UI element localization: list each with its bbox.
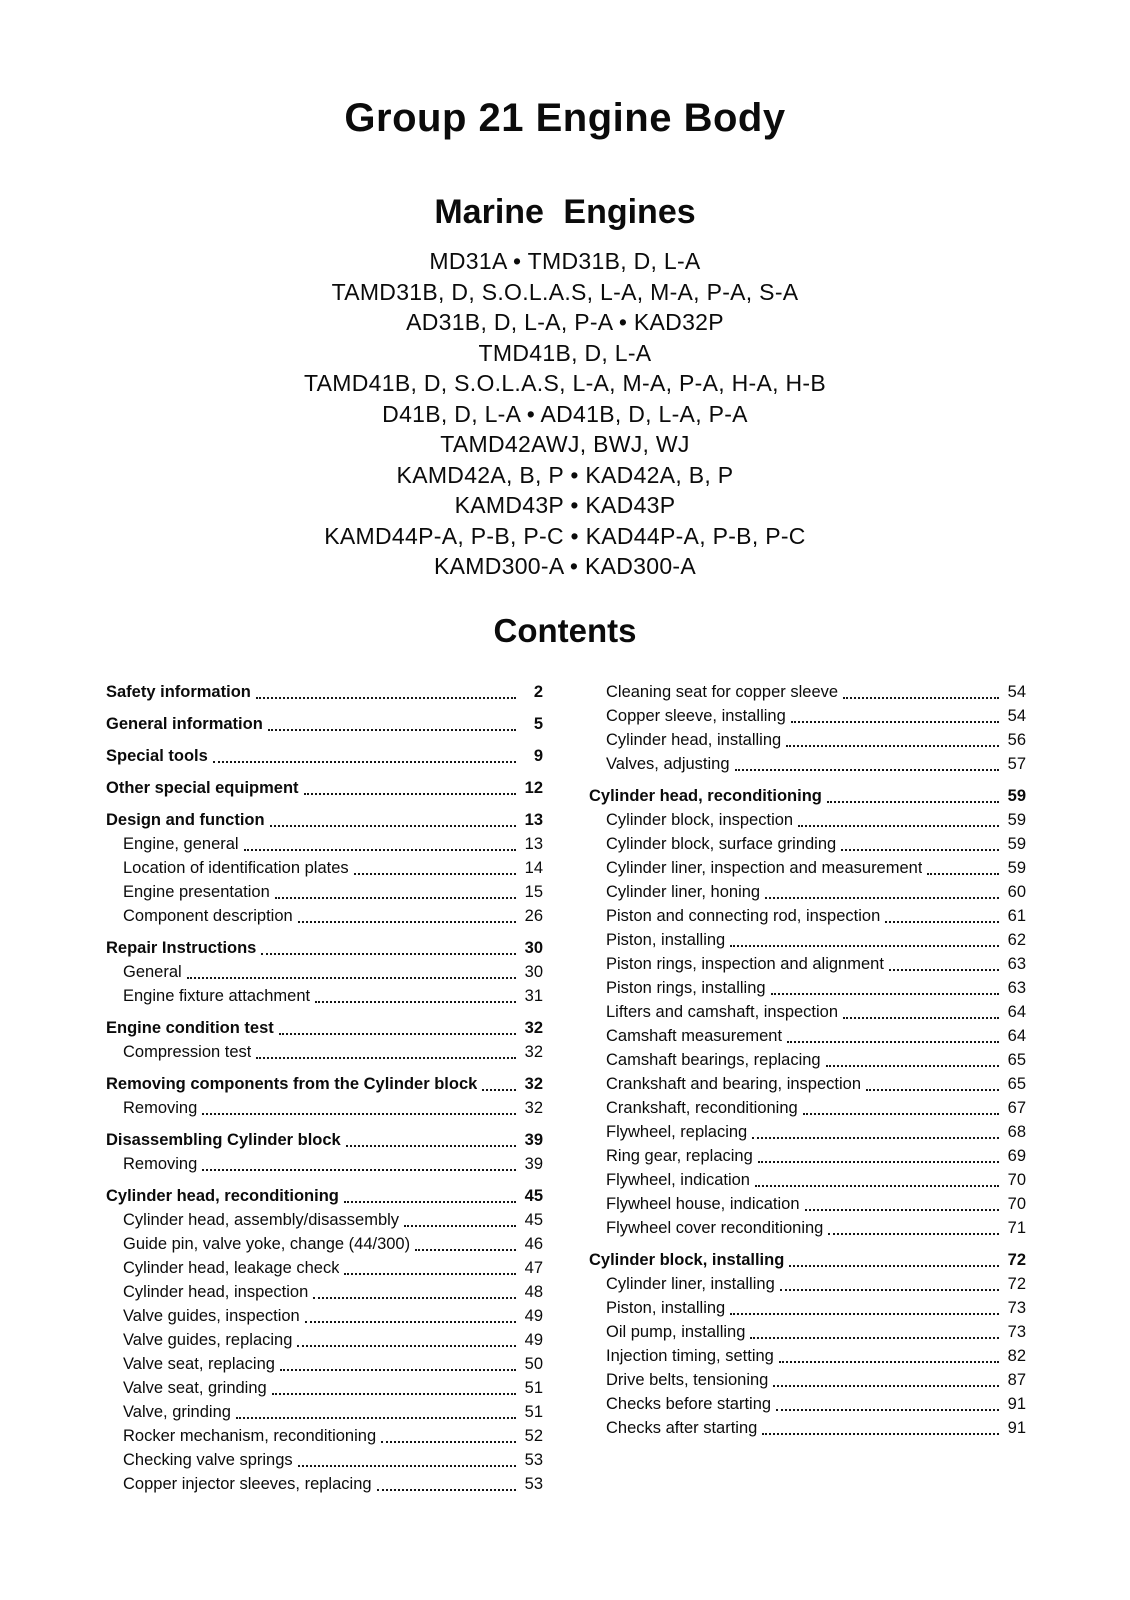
toc-row: [589, 1368, 1026, 1392]
toc-leader-dots: [344, 1273, 516, 1275]
toc-row: [106, 960, 543, 984]
toc-row: [589, 880, 1026, 904]
toc-row: [106, 856, 543, 880]
toc-leader-dots: [381, 1441, 516, 1443]
toc-row: [589, 1320, 1026, 1344]
toc-page-number: 60: [1007, 882, 1026, 901]
toc-leader-dots: [256, 1057, 516, 1059]
toc-row: [106, 1352, 543, 1376]
toc-entry-label: Checking valve springs: [123, 1450, 293, 1469]
toc-page-number: 70: [1007, 1170, 1026, 1189]
toc-left-column: [106, 680, 543, 1496]
toc-entry-label: Engine presentation: [123, 882, 270, 901]
toc-leader-dots: [354, 873, 516, 875]
toc-entry-label: Cylinder block, inspection: [606, 810, 794, 829]
toc-page-number: 70: [1007, 1194, 1026, 1213]
toc-row: [106, 1016, 543, 1040]
toc-leader-dots: [272, 1393, 516, 1395]
toc-entry-label: Rocker mechanism, reconditioning: [123, 1426, 377, 1445]
toc-row: [106, 1128, 543, 1152]
toc-row: [589, 1248, 1026, 1272]
toc-page-number: 39: [524, 1130, 543, 1149]
toc-leader-dots: [765, 897, 999, 899]
toc-entry-label: Valve seat, replacing: [123, 1354, 275, 1373]
toc-row: [589, 1120, 1026, 1144]
toc-leader-dots: [798, 825, 999, 827]
toc-leader-dots: [805, 1209, 999, 1211]
toc-leader-dots: [752, 1137, 999, 1139]
toc-page-number: 9: [533, 746, 543, 765]
toc-leader-dots: [202, 1169, 516, 1171]
toc-page-number: 53: [524, 1450, 543, 1469]
toc-row: [589, 752, 1026, 776]
toc-entry-label: Cylinder liner, honing: [606, 882, 761, 901]
toc-page-number: 91: [1007, 1418, 1026, 1437]
toc-leader-dots: [313, 1297, 516, 1299]
toc-leader-dots: [773, 1385, 999, 1387]
toc-leader-dots: [758, 1161, 999, 1163]
toc-page-number: 64: [1007, 1002, 1026, 1021]
engine-models-list: [0, 246, 1130, 582]
toc-page-number: 73: [1007, 1298, 1026, 1317]
toc-row: [589, 904, 1026, 928]
toc-entry-label: Repair Instructions: [106, 938, 257, 957]
engine-model-line: KAMD43P • KAD43P: [454, 492, 676, 518]
toc-entry-label: Flywheel, replacing: [606, 1122, 748, 1141]
toc-page-number: 54: [1007, 706, 1026, 725]
toc-entry-label: Engine fixture attachment: [123, 986, 311, 1005]
toc-row: [589, 1168, 1026, 1192]
toc-entry-label: Cylinder liner, installing: [606, 1274, 775, 1293]
toc-page-number: 32: [524, 1098, 543, 1117]
toc-leader-dots: [889, 969, 999, 971]
toc-row: [106, 1256, 543, 1280]
toc-row: [106, 1448, 543, 1472]
toc-page-number: 45: [524, 1186, 543, 1205]
toc-row: [106, 1400, 543, 1424]
toc-page-number: 39: [524, 1154, 543, 1173]
toc-page-number: 82: [1007, 1346, 1026, 1365]
toc-entry-label: Valve guides, inspection: [123, 1306, 300, 1325]
toc-row: [106, 744, 543, 768]
toc-entry-label: Valves, adjusting: [606, 754, 730, 773]
toc-page-number: 2: [533, 682, 543, 701]
toc-leader-dots: [404, 1225, 516, 1227]
toc-entry-label: Removing: [123, 1098, 198, 1117]
toc-entry-label: Cylinder block, installing: [589, 1250, 785, 1269]
toc-row: [589, 1024, 1026, 1048]
toc-entry-label: Flywheel, indication: [606, 1170, 750, 1189]
toc-leader-dots: [298, 1465, 516, 1467]
toc-page-number: 13: [524, 834, 543, 853]
toc-page-number: 32: [524, 1018, 543, 1037]
toc-entry-label: Cylinder head, assembly/disassembly: [123, 1210, 400, 1229]
toc-leader-dots: [780, 1289, 999, 1291]
toc-page-number: 65: [1007, 1074, 1026, 1093]
toc-leader-dots: [771, 993, 999, 995]
section-subtitle: Marine Engines: [434, 193, 696, 231]
toc-page-number: 49: [524, 1330, 543, 1349]
toc-leader-dots: [755, 1185, 999, 1187]
toc-row: [589, 1272, 1026, 1296]
engine-model-line: TAMD42AWJ, BWJ, WJ: [440, 431, 690, 457]
toc-page-number: 61: [1007, 906, 1026, 925]
engine-model-line: TAMD41B, D, S.O.L.A.S, L-A, M-A, P-A, H-A, H-B: [303, 370, 827, 396]
toc-leader-dots: [275, 897, 516, 899]
toc-leader-dots: [236, 1417, 516, 1419]
toc-page-number: 15: [524, 882, 543, 901]
toc-entry-label: Removing components from the Cylinder block: [106, 1074, 478, 1093]
toc-row: [589, 1344, 1026, 1368]
toc-entry-label: Cylinder head, reconditioning: [589, 786, 822, 805]
toc-entry-label: Piston and connecting rod, inspection: [606, 906, 881, 925]
toc-entry-label: Piston, installing: [606, 930, 726, 949]
toc-entry-label: Cylinder block, surface grinding: [606, 834, 837, 853]
toc-entry-label: Cylinder head, leakage check: [123, 1258, 340, 1277]
toc-entry-label: Valve, grinding: [123, 1402, 231, 1421]
toc-leader-dots: [270, 825, 516, 827]
toc-row: [106, 1152, 543, 1176]
toc-row: [106, 832, 543, 856]
toc-row: [589, 704, 1026, 728]
engine-model-line: TAMD31B, D, S.O.L.A.S, L-A, M-A, P-A, S-A: [331, 278, 799, 305]
toc-entry-label: Piston rings, installing: [606, 978, 766, 997]
toc-leader-dots: [344, 1201, 516, 1203]
toc-row: [106, 776, 543, 800]
toc-entry-label: Oil pump, installing: [606, 1322, 746, 1341]
contents-heading: Contents: [493, 611, 637, 649]
toc-row: [106, 1328, 543, 1352]
toc-row: [106, 936, 543, 960]
toc-leader-dots: [843, 1017, 999, 1019]
toc-leader-dots: [803, 1113, 999, 1115]
toc-row: [106, 880, 543, 904]
toc-leader-dots: [279, 1033, 516, 1035]
toc-page-number: 51: [524, 1402, 543, 1421]
toc-entry-label: Ring gear, replacing: [606, 1146, 753, 1165]
toc-page-number: 47: [524, 1258, 543, 1277]
toc-page-number: 46: [524, 1234, 543, 1253]
toc-entry-label: Component description: [123, 906, 293, 925]
toc-leader-dots: [787, 1041, 999, 1043]
toc-leader-dots: [346, 1145, 516, 1147]
toc-page-number: 53: [524, 1474, 543, 1493]
toc-page-number: 49: [524, 1306, 543, 1325]
toc-entry-label: Cylinder head, installing: [606, 730, 782, 749]
toc-row: [106, 1472, 543, 1496]
toc-entry-label: Other special equipment: [106, 778, 299, 797]
toc-page-number: 65: [1007, 1050, 1026, 1069]
toc-leader-dots: [377, 1489, 516, 1491]
toc-entry-label: Cylinder head, inspection: [123, 1282, 309, 1301]
toc-leader-dots: [187, 977, 516, 979]
toc-page-number: 57: [1007, 754, 1026, 773]
toc-row: [589, 1048, 1026, 1072]
toc-page-number: 59: [1007, 786, 1026, 805]
toc-page-number: 67: [1007, 1098, 1026, 1117]
toc-entry-label: Copper sleeve, installing: [606, 706, 786, 725]
toc-entry-label: Valve seat, grinding: [123, 1378, 267, 1397]
toc-page-number: 59: [1007, 834, 1026, 853]
toc-row: [106, 904, 543, 928]
toc-leader-dots: [297, 1345, 516, 1347]
toc-leader-dots: [261, 953, 516, 955]
toc-entry-label: Compression test: [123, 1042, 252, 1061]
toc-entry-label: Safety information: [106, 682, 251, 701]
toc-page-number: 5: [533, 714, 543, 733]
toc-row: [106, 1424, 543, 1448]
toc-leader-dots: [828, 1233, 999, 1235]
toc-row: [106, 1040, 543, 1064]
toc-entry-label: Special tools: [106, 746, 208, 765]
toc-page-number: 32: [524, 1074, 543, 1093]
engine-model-line: KAMD300-A • KAD300-A: [433, 553, 697, 579]
toc-page-number: 54: [1007, 682, 1026, 701]
toc-row: [589, 1000, 1026, 1024]
toc-row: [589, 1144, 1026, 1168]
toc-leader-dots: [730, 1313, 999, 1315]
toc-row: [106, 1208, 543, 1232]
toc-row: [589, 784, 1026, 808]
engine-model-line: MD31A • TMD31B, D, L-A: [429, 248, 701, 274]
toc-leader-dots: [315, 1001, 516, 1003]
toc-row: [589, 952, 1026, 976]
toc-leader-dots: [305, 1321, 516, 1323]
toc-row: [589, 1296, 1026, 1320]
toc-entry-label: Guide pin, valve yoke, change (44/300): [123, 1234, 411, 1253]
toc-entry-label: Flywheel cover reconditioning: [606, 1218, 824, 1237]
toc-page-number: 13: [524, 810, 543, 829]
engine-model-line: KAMD42A, B, P • KAD42A, B, P: [396, 461, 734, 488]
toc-page-number: 31: [524, 986, 543, 1005]
toc-page-number: 32: [524, 1042, 543, 1061]
toc-leader-dots: [298, 921, 516, 923]
toc-leader-dots: [213, 761, 516, 763]
toc-entry-label: Disassembling Cylinder block: [106, 1130, 341, 1149]
engine-model-line: KAMD44P-A, P-B, P-C • KAD44P-A, P-B, P-C: [324, 522, 806, 549]
toc-entry-label: Injection timing, setting: [606, 1346, 774, 1365]
toc-page-number: 73: [1007, 1322, 1026, 1341]
toc-page-number: 64: [1007, 1026, 1026, 1045]
toc-row: [589, 1216, 1026, 1240]
page-title: Group 21 Engine Body: [344, 96, 786, 140]
toc-entry-label: Valve guides, replacing: [123, 1330, 293, 1349]
toc-entry-label: Crankshaft and bearing, inspection: [606, 1074, 861, 1093]
toc-leader-dots: [202, 1113, 516, 1115]
toc-entry-label: Drive belts, tensioning: [606, 1370, 769, 1389]
toc-leader-dots: [841, 849, 999, 851]
toc-row: [589, 1096, 1026, 1120]
toc-leader-dots: [730, 945, 999, 947]
toc-leader-dots: [786, 745, 999, 747]
toc-leader-dots: [826, 1065, 999, 1067]
toc-entry-label: Engine condition test: [106, 1018, 274, 1037]
toc-page-number: 52: [524, 1426, 543, 1445]
toc-page-number: 91: [1007, 1394, 1026, 1413]
toc-leader-dots: [750, 1337, 999, 1339]
toc-leader-dots: [415, 1249, 516, 1251]
toc-leader-dots: [791, 721, 999, 723]
toc-entry-label: Cleaning seat for copper sleeve: [606, 682, 839, 701]
toc-page-number: 72: [1007, 1250, 1026, 1269]
toc-page-number: 59: [1007, 810, 1026, 829]
toc-leader-dots: [268, 729, 516, 731]
toc-leader-dots: [779, 1361, 999, 1363]
toc-page-number: 63: [1007, 954, 1026, 973]
toc-page-number: 56: [1007, 730, 1026, 749]
toc-page-number: 63: [1007, 978, 1026, 997]
toc-entry-label: Camshaft bearings, replacing: [606, 1050, 821, 1069]
toc-row: [106, 984, 543, 1008]
toc-entry-label: Cylinder liner, inspection and measurement: [606, 858, 923, 877]
toc-page-number: 14: [524, 858, 543, 877]
toc-entry-label: Camshaft measurement: [606, 1026, 783, 1045]
toc-entry-label: Design and function: [106, 810, 265, 829]
toc-entry-label: General: [123, 962, 182, 981]
toc-entry-label: Engine, general: [123, 834, 239, 853]
toc-row: [589, 1192, 1026, 1216]
toc-entry-label: Checks before starting: [606, 1394, 772, 1413]
toc-row: [589, 1072, 1026, 1096]
toc-page-number: 30: [524, 962, 543, 981]
toc-row: [106, 1072, 543, 1096]
toc-page-number: 72: [1007, 1274, 1026, 1293]
toc-page-number: 71: [1007, 1218, 1026, 1237]
toc-entry-label: Flywheel house, indication: [606, 1194, 800, 1213]
toc-leader-dots: [482, 1089, 516, 1091]
toc-row: [589, 808, 1026, 832]
toc-entry-label: Piston, installing: [606, 1298, 726, 1317]
toc-row: [589, 728, 1026, 752]
toc-leader-dots: [256, 697, 516, 699]
toc-leader-dots: [280, 1369, 516, 1371]
toc-row: [106, 712, 543, 736]
toc-leader-dots: [866, 1089, 999, 1091]
toc-leader-dots: [762, 1433, 999, 1435]
toc-row: [589, 928, 1026, 952]
toc-leader-dots: [843, 697, 999, 699]
toc-page-number: 45: [524, 1210, 543, 1229]
toc-entry-label: Crankshaft, reconditioning: [606, 1098, 798, 1117]
toc-page-number: 87: [1007, 1370, 1026, 1389]
toc-page-number: 59: [1007, 858, 1026, 877]
toc-page-number: 68: [1007, 1122, 1026, 1141]
toc-entry-label: Location of identification plates: [123, 858, 349, 877]
toc-row: [106, 680, 543, 704]
toc-right-column: [589, 680, 1026, 1496]
toc-leader-dots: [776, 1409, 999, 1411]
toc-row: [589, 976, 1026, 1000]
toc-entry-label: Copper injector sleeves, replacing: [123, 1474, 372, 1493]
table-of-contents: [0, 650, 1130, 1496]
toc-leader-dots: [304, 793, 516, 795]
toc-entry-label: Piston rings, inspection and alignment: [606, 954, 884, 973]
toc-leader-dots: [885, 921, 999, 923]
toc-row: [589, 680, 1026, 704]
toc-page-number: 69: [1007, 1146, 1026, 1165]
toc-row: [106, 1184, 543, 1208]
toc-row: [589, 1416, 1026, 1440]
toc-row: [106, 1232, 543, 1256]
toc-row: [106, 1376, 543, 1400]
toc-row: [106, 1096, 543, 1120]
toc-row: [589, 832, 1026, 856]
engine-model-line: AD31B, D, L-A, P-A • KAD32P: [406, 309, 724, 335]
toc-entry-label: Cylinder head, reconditioning: [106, 1186, 339, 1205]
toc-leader-dots: [827, 801, 999, 803]
toc-page-number: 30: [524, 938, 543, 957]
toc-entry-label: General information: [106, 714, 263, 733]
toc-row: [589, 1392, 1026, 1416]
toc-leader-dots: [735, 769, 999, 771]
engine-model-line: D41B, D, L-A • AD41B, D, L-A, P-A: [382, 400, 748, 427]
toc-row: [106, 808, 543, 832]
toc-page-number: 62: [1007, 930, 1026, 949]
toc-leader-dots: [789, 1265, 999, 1267]
toc-leader-dots: [927, 873, 999, 875]
toc-entry-label: Removing: [123, 1154, 198, 1173]
toc-page-number: 26: [524, 906, 543, 925]
toc-page-number: 50: [524, 1354, 543, 1373]
toc-row: [589, 856, 1026, 880]
toc-entry-label: Checks after starting: [606, 1418, 758, 1437]
toc-page-number: 12: [524, 778, 543, 797]
toc-row: [106, 1280, 543, 1304]
toc-page-number: 51: [524, 1378, 543, 1397]
toc-entry-label: Lifters and camshaft, inspection: [606, 1002, 839, 1021]
toc-page-number: 48: [524, 1282, 543, 1301]
toc-row: [106, 1304, 543, 1328]
engine-model-line: TMD41B, D, L-A: [478, 339, 652, 366]
toc-leader-dots: [244, 849, 516, 851]
